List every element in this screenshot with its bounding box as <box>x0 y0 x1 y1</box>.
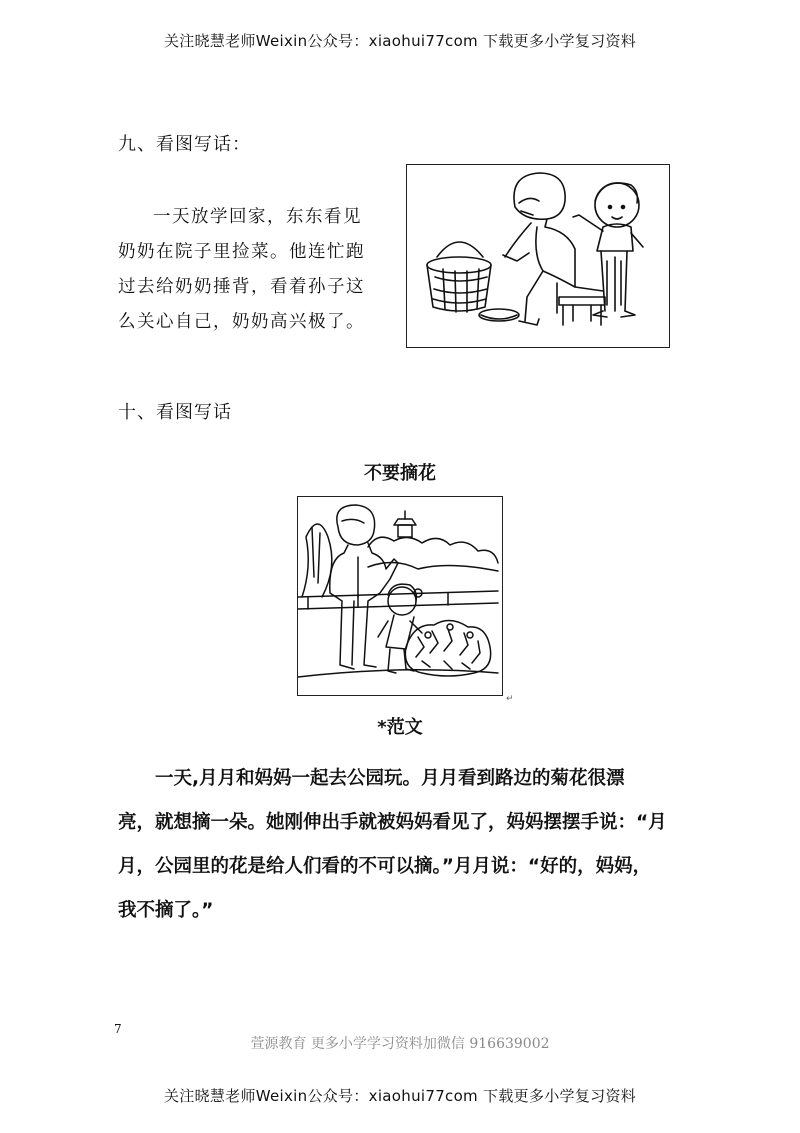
sample-line: 我不摘了。” <box>118 900 214 921</box>
story-line: 么关心自己，奶奶高兴极了。 <box>118 312 365 332</box>
illustration-mother-and-girl-drawing <box>298 497 502 695</box>
section-10-heading: 十、看图写话 <box>118 402 232 423</box>
section-9-heading: 九、看图写话： <box>118 134 251 155</box>
section-9-story <box>118 200 390 340</box>
sample-line: 亮，就想摘一朵。她刚伸出手就被妈妈看见了，妈妈摆摆手说：“月 <box>118 812 667 833</box>
sample-line: 月，公园里的花是给人们看的不可以摘。”月月说：“好的，妈妈， <box>118 856 652 877</box>
watermark: 萱源教育 更多小学学习资料加微信 916639002 <box>250 1036 550 1052</box>
picture-title: 不要摘花 <box>364 463 436 484</box>
sample-line: 一天,月月和妈妈一起去公园玩。月月看到路边的菊花很漂 <box>155 768 625 789</box>
page-footer: 关注晓慧老师Weixin公众号：xiaohui77com 下载更多小学复习资料 <box>163 1087 637 1105</box>
page-header: 关注晓慧老师Weixin公众号：xiaohui77com 下载更多小学复习资料 <box>163 32 637 50</box>
page-number: 7 <box>114 1022 122 1036</box>
illustration-grandma-and-boy <box>406 164 670 348</box>
illustration-mother-and-girl <box>297 496 503 696</box>
sample-essay <box>118 757 688 933</box>
sample-essay-title: *范文 <box>377 717 423 738</box>
story-line: 一天放学回家，东东看见 <box>153 207 362 227</box>
story-line: 过去给奶奶捶背，看着孙子这 <box>118 277 365 297</box>
illustration-grandma-and-boy-drawing <box>407 165 669 347</box>
story-line: 奶奶在院子里捡菜。他连忙跑 <box>118 242 365 262</box>
return-mark: ↵ <box>506 694 514 704</box>
